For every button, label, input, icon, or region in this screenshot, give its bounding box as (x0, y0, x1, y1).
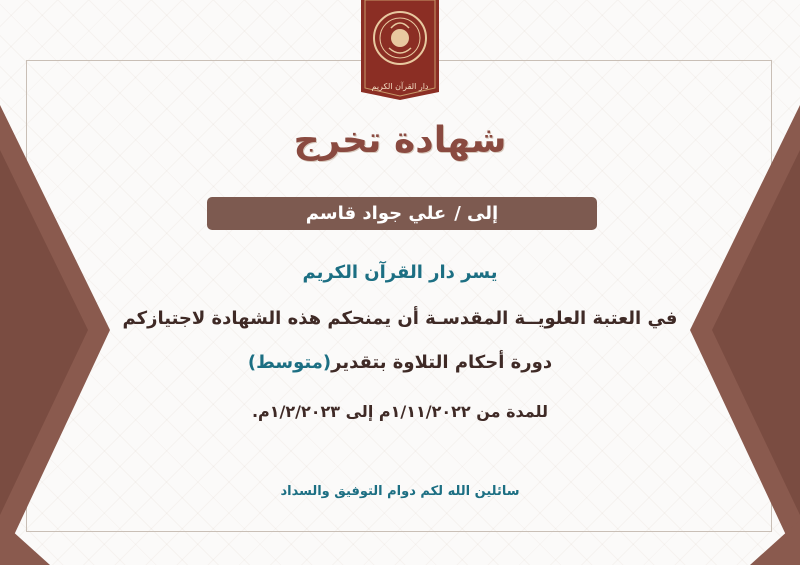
bottom-left-corner (0, 520, 50, 565)
emblem-label: دار القرآن الكريم (371, 82, 429, 91)
grade-text: (متوسط) (247, 352, 332, 373)
recipient-name: علي جواد قاسم (305, 203, 447, 224)
recipient-label: إلى / (454, 203, 499, 224)
line-issuer: يسر دار القرآن الكريم (302, 262, 498, 283)
course-text: دورة أحكام التلاوة بتقدير (331, 352, 553, 373)
line-period: للمدة من ١/١١/٢٠٢٢م إلى ١/٢/٢٠٢٣م. (251, 402, 549, 421)
closing-text: سائلين الله لكم دوام التوفيق والسداد (280, 484, 520, 499)
certificate-title: شهادة تخرج (293, 120, 507, 161)
line-course (60, 352, 740, 373)
bottom-right-corner (750, 520, 800, 565)
line-grant: في العتبة العلويــة المقدسـة أن يمنحكم هذه الشهادة لاجتيازكم (122, 308, 678, 329)
emblem (361, 0, 439, 100)
recipient-bar (207, 197, 597, 230)
